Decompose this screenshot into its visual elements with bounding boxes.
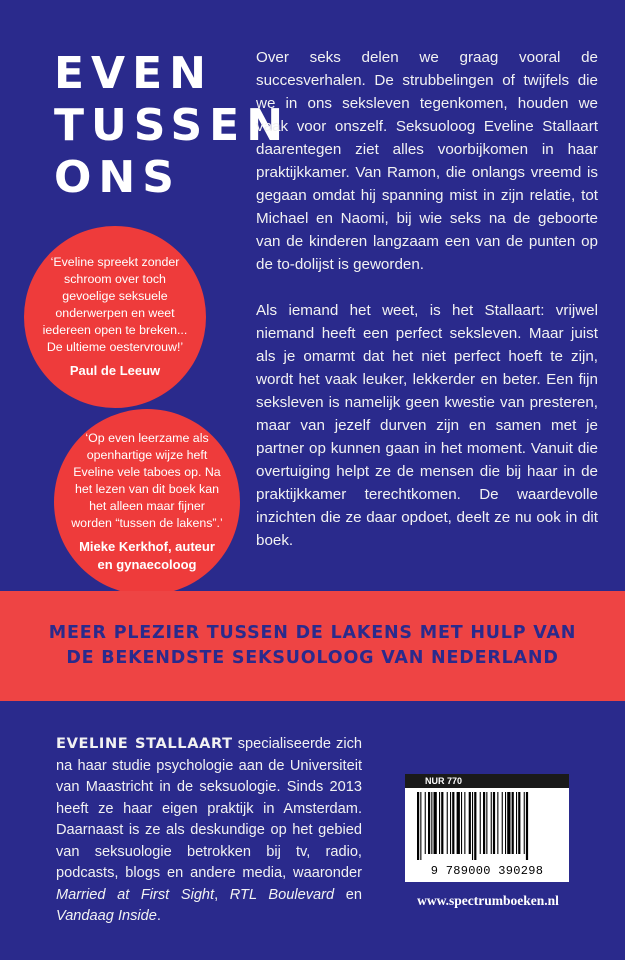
- title-line-1: EVEN: [54, 48, 213, 99]
- barcode-bar: [524, 792, 525, 854]
- barcode-bar: [516, 792, 517, 854]
- bio-separator-2: en: [334, 886, 363, 903]
- quote-text-1: ‘Eveline spreekt zonder schroom over toch gevoelige seksuele onderwerpen en weet iedereen open te breken... De ultieme oestervrouw!’: [42, 255, 188, 354]
- barcode-bar: [420, 792, 421, 860]
- blurb-paragraph-1: Over seks delen we graag vooral de succesverhalen. De strubbelingen of twijfels die we in ons seksleven tegenkomen, houden we vaak voor onszelf. Seksuoloog Eveline Stallaart daarentegen ziet alles voorbijkomen in haar praktijkkamer. Van Ramon, die onlangs vreemd is gegaan omdat hij spanning mist in zijn relatie, tot Michael en Naomi, bij wie seks na de geboorte van de kinderen langzaam een van de punten op de to-dolijst is geworden.: [256, 49, 598, 273]
- barcode-bar: [507, 792, 510, 854]
- barcode-bar: [428, 792, 430, 854]
- barcode-bar: [502, 792, 503, 854]
- bio-show-3: Vandaag Inside: [56, 908, 157, 924]
- title-line-3: ONS: [54, 152, 181, 203]
- quote-author-1: Paul de Leeuw: [69, 363, 161, 378]
- barcode-bar: [472, 792, 473, 860]
- barcode-bar: [483, 792, 485, 854]
- quote-circle-1: [24, 226, 206, 408]
- isbn-barcode: [405, 774, 569, 882]
- publisher-website[interactable]: www.spectrumboeken.nl: [417, 893, 559, 908]
- blurb: [256, 46, 598, 575]
- barcode-bar: [518, 792, 520, 854]
- barcode-bar: [512, 792, 514, 854]
- title-line-2: TUSSEN: [54, 100, 291, 151]
- tagline: [49, 621, 576, 671]
- barcode-bar: [464, 792, 465, 854]
- barcode-bar: [425, 792, 426, 854]
- barcode-bar: [480, 792, 481, 854]
- bio-show-2: RTL Boulevard: [229, 886, 335, 903]
- tagline-band: [0, 591, 625, 701]
- bio-end: .: [156, 908, 161, 924]
- barcode-bar: [491, 792, 492, 854]
- barcode-bar: [493, 792, 495, 854]
- barcode-bars: [417, 792, 557, 860]
- barcode-bar: [441, 792, 443, 854]
- quote-circle-2: [54, 409, 240, 595]
- quote-text-2: ‘Op even leerzame als openhartige wijze heft Eveline vele taboes op. Na het lezen van dit boek kan het alleen maar fijner worden “tussen de lakens”.’: [71, 431, 223, 530]
- barcode-bar: [486, 792, 487, 854]
- author-name: EVELINE STALLAART: [56, 735, 233, 752]
- barcode-bar: [447, 792, 448, 854]
- barcode-bar: [452, 792, 454, 854]
- barcode-bar: [457, 792, 460, 854]
- barcode-bar: [497, 792, 498, 854]
- barcode-bar: [474, 792, 476, 860]
- barcode-bar: [526, 792, 528, 860]
- barcode-bar: [434, 792, 437, 854]
- author-bio: [56, 733, 362, 928]
- nur-code: NUR 770: [405, 774, 569, 788]
- barcode-bar: [450, 792, 451, 854]
- tagline-line-1: MEER PLEZIER TUSSEN DE LAKENS MET HULP VAN: [48, 623, 577, 643]
- book-title: [54, 48, 290, 204]
- bio-text: specialiseerde zich na haar studie psychologie aan de Universiteit van Maastricht in de seksuologie. Sinds 2013 heeft ze haar eigen praktijk in Amsterdam. Daarnaast is ze als deskundige op het gebied van seksuologie betrokken bij tv, radio, podcasts, blogs en andere media, waaronder: [56, 736, 362, 881]
- blurb-paragraph-2: Als iemand het weet, is het Stallaart: vrijwel niemand heeft een perfect seksleven. Maar juist als je omarmt dat het niet perfect hoeft te zijn, wordt het vaak leuker, lekkerder en beter. Een fijn seksleven is namelijk geen kwestie van presteren, maar van jezelf durven zijn en samen met je partner op kunnen gaan in het moment. Vanuit die overtuiging helpt ze de mensen die bij haar in de praktijkkamer terechtkomen. De waardevolle inzichten die ze daar opdoet, deelt ze nu ook in dit boek.: [256, 302, 598, 549]
- bio-separator-1: ,: [214, 886, 230, 903]
- barcode-bar: [469, 792, 471, 854]
- barcode-bar: [417, 792, 419, 860]
- barcode-bar: [461, 792, 462, 854]
- tagline-line-2: DE BEKENDSTE SEKSUOLOOG VAN NEDERLAND: [66, 648, 559, 668]
- bio-show-1: Married at First Sight: [56, 886, 215, 903]
- barcode-bar: [505, 792, 506, 854]
- quote-author-2: Mieke Kerkhof, auteur en gynaecoloog: [79, 539, 215, 572]
- barcode-bar: [431, 792, 432, 854]
- barcode-bar: [439, 792, 440, 854]
- isbn-digits: 9 789000 390298: [430, 864, 544, 878]
